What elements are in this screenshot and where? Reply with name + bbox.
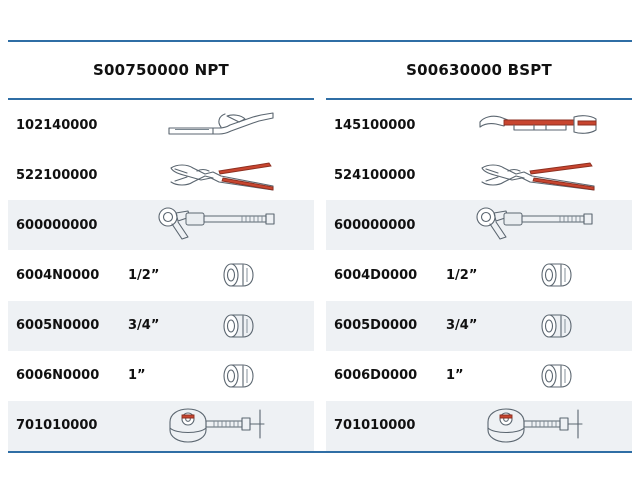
table-row[interactable] — [326, 250, 632, 300]
ratchet-threader-icon — [128, 200, 314, 250]
table-row[interactable] — [326, 200, 632, 250]
column-npt — [8, 42, 314, 451]
column-header-npt: S00750000 NPT — [8, 42, 314, 100]
table-row[interactable] — [326, 401, 632, 451]
part-code: 524100000 — [334, 167, 416, 183]
water-pump-pliers-icon — [128, 150, 314, 200]
ratchet-threader-icon — [446, 200, 632, 250]
table-row[interactable] — [8, 301, 314, 351]
part-code: 6005N0000 — [16, 318, 100, 334]
pipe-cutter-icon — [128, 401, 314, 451]
table-row[interactable] — [8, 100, 314, 150]
part-size: 1” — [128, 368, 146, 384]
part-code: 102140000 — [16, 117, 98, 133]
die-head-icon — [492, 351, 632, 401]
part-code: 6005D0000 — [334, 318, 418, 334]
table-row[interactable] — [8, 150, 314, 200]
rows-npt — [8, 100, 314, 451]
column-bspt — [326, 42, 632, 451]
part-code: 701010000 — [334, 418, 416, 434]
part-size: 1” — [446, 368, 464, 384]
table-row[interactable] — [326, 100, 632, 150]
part-size: 3/4” — [446, 318, 478, 334]
part-code: 522100000 — [16, 167, 98, 183]
die-head-icon — [492, 250, 632, 300]
part-code: 701010000 — [16, 418, 98, 434]
table-row[interactable] — [8, 250, 314, 300]
part-size: 3/4” — [128, 318, 160, 334]
bottom-divider — [8, 451, 632, 453]
part-code: 145100000 — [334, 117, 416, 133]
die-head-icon — [174, 250, 314, 300]
table-row[interactable] — [8, 200, 314, 250]
table-row[interactable] — [326, 351, 632, 401]
table-row[interactable] — [326, 150, 632, 200]
part-size: 1/2” — [128, 267, 160, 283]
part-code: 6004D0000 — [334, 267, 418, 283]
part-code: 600000000 — [16, 217, 98, 233]
table-row[interactable] — [8, 351, 314, 401]
part-code: 6004N0000 — [16, 267, 100, 283]
columns-container — [8, 42, 632, 451]
pipe-wrench-icon — [128, 100, 314, 150]
die-head-icon — [174, 351, 314, 401]
die-head-icon — [492, 301, 632, 351]
part-code: 600000000 — [334, 217, 416, 233]
pipe-cutter-icon — [446, 401, 632, 451]
die-head-icon — [174, 301, 314, 351]
water-pump-pliers-icon — [446, 150, 632, 200]
part-size: 1/2” — [446, 267, 478, 283]
rows-bspt — [326, 100, 632, 451]
part-code: 6006N0000 — [16, 368, 100, 384]
column-header-bspt: S00630000 BSPT — [326, 42, 632, 100]
table-row[interactable] — [8, 401, 314, 451]
pipe-wrench-icon — [446, 100, 632, 150]
table-row[interactable] — [326, 301, 632, 351]
part-code: 6006D0000 — [334, 368, 418, 384]
